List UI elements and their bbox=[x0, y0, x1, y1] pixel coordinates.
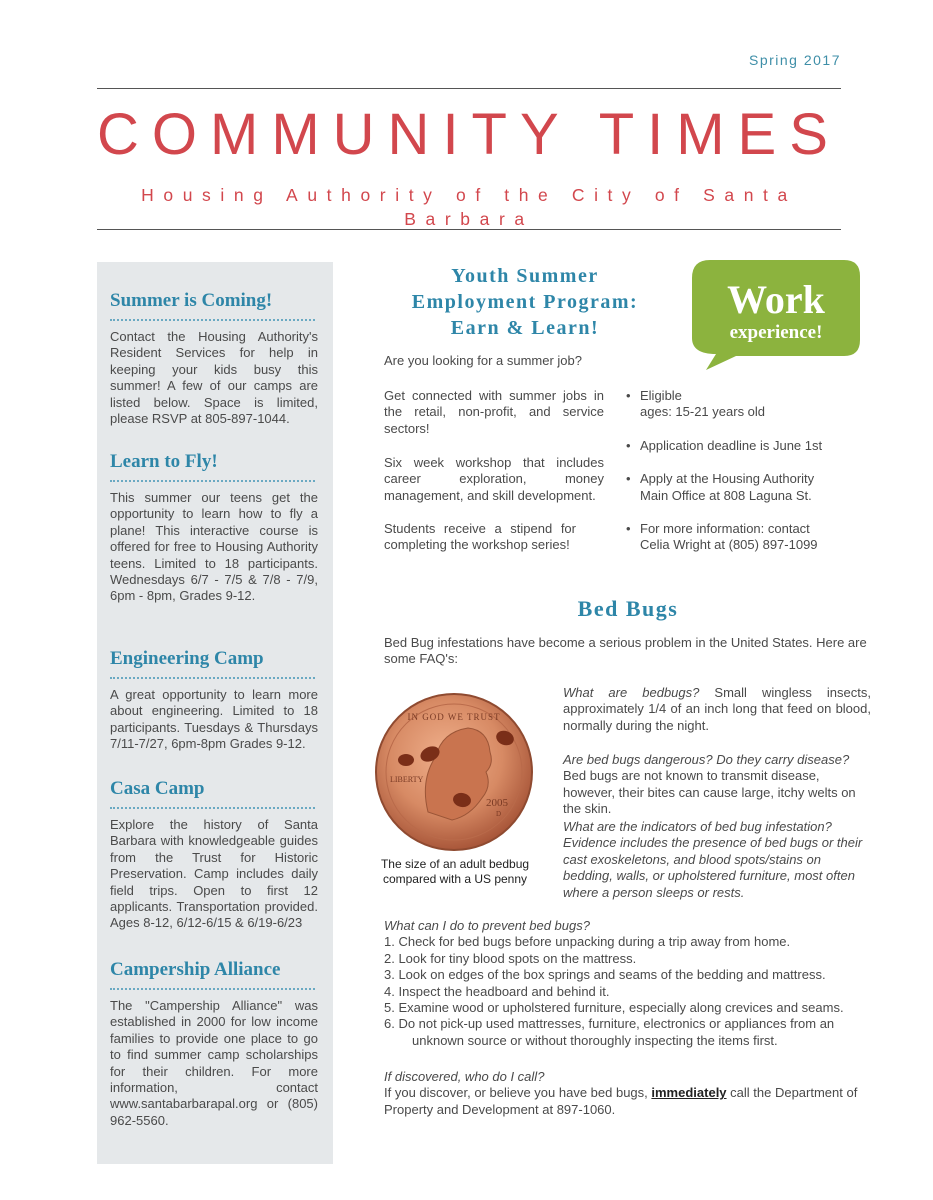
youth-title-line: Youth Summer bbox=[451, 265, 599, 287]
faq-answer: Evidence includes the presence of bed bugs or their cast exoskeletons, and blood spots/stains on bedding, walls, or upholstered furniture, most often where a person sleeps or rests. bbox=[563, 835, 863, 900]
sidebar-section-body: Contact the Housing Authority's Resident Services for help in keeping your kids busy this summer! A few of our camps are listed below. Space is limited, please RSVP at 805-897-1044. bbox=[110, 329, 318, 427]
caption-line: The size of an adult bedbug bbox=[380, 857, 530, 871]
sidebar-section-title: Casa Camp bbox=[110, 778, 205, 799]
masthead-title: COMMUNITY TIMES bbox=[97, 102, 841, 167]
work-experience-badge bbox=[684, 258, 864, 375]
youth-program-title bbox=[370, 263, 680, 341]
sidebar-section-body: Explore the history of Santa Barbara with knowledgeable guides from the Trust for Historic Preservation. Camp includes daily field trips. Open to first 12 applicants. Transportation provided. Ages 8-12, 6/12-6/15 & 6/19-6/23 bbox=[110, 817, 318, 931]
bedbugs-title: Bed Bugs bbox=[577, 596, 679, 621]
badge-line-2: experience! bbox=[729, 322, 823, 343]
list-item bbox=[622, 471, 852, 504]
sidebar-section-campership bbox=[110, 959, 318, 1129]
discover-section bbox=[384, 1069, 874, 1118]
bullet-line: ages: 15-21 years old bbox=[640, 404, 766, 420]
list-item: 2. Look for tiny blood spots on the mattress. bbox=[384, 950, 637, 966]
sidebar-section-body: This summer our teens get the opportunity to learn how to fly a plane! This interactive course is offered for free to Housing Authority teens. Limited to 18 participants. Wednesdays 6/7 - 7/5 & 7/8 - 7/9, 6pm - 8pm, Grades 9-12. bbox=[110, 490, 318, 604]
youth-paragraph-1: Get connected with summer jobs in the retail, non-profit, and service sectors! bbox=[384, 388, 604, 436]
caption-line: compared with a US penny bbox=[382, 872, 528, 886]
discover-text: call the Department of Property and Development at 897-1060. bbox=[384, 1085, 858, 1117]
sidebar-section-title: Summer is Coming! bbox=[110, 290, 273, 311]
penny-year: 2005 bbox=[486, 797, 508, 809]
youth-title-line: Earn & Learn! bbox=[450, 317, 600, 339]
list-item: 4. Inspect the headboard and behind it. bbox=[384, 983, 610, 999]
youth-title-line: Employment Program: bbox=[411, 291, 639, 313]
dotted-divider bbox=[110, 480, 315, 482]
discover-emphasis: immediately bbox=[651, 1085, 727, 1101]
dotted-divider bbox=[110, 677, 315, 679]
faq-answer: Bed bugs are not known to transmit disease, however, their bites can cause large, itchy welts on the skin. bbox=[563, 768, 856, 817]
youth-paragraph-3: Students receive a stipend for completing the workshop series! bbox=[384, 521, 576, 553]
faq-question: What are the indicators of bed bug infestation? bbox=[563, 819, 832, 834]
bullet-line: Application deadline is June 1st bbox=[640, 437, 823, 453]
prevention-list bbox=[384, 934, 874, 1049]
bullet-line: Eligible bbox=[640, 388, 682, 403]
penny-illustration bbox=[370, 690, 540, 860]
header-bottom-rule bbox=[97, 229, 841, 230]
sidebar-section-engineering bbox=[110, 648, 318, 753]
sidebar-section-title: Engineering Camp bbox=[110, 648, 264, 669]
list-item bbox=[622, 438, 852, 454]
dotted-divider bbox=[110, 807, 315, 809]
list-item bbox=[622, 388, 852, 421]
sidebar-section-body: The "Campership Alliance" was established in 2000 for low income families to provide one place to go to find summer camp scholarships for their children. For more information, contact www.santabarbarapal.org or (805) 962-5560. bbox=[110, 998, 318, 1128]
penny-motto: IN GOD WE TRUST bbox=[407, 712, 501, 722]
sidebar-section-summer bbox=[110, 290, 318, 427]
sidebar-section-title: Campership Alliance bbox=[110, 959, 281, 980]
dotted-divider bbox=[110, 319, 315, 321]
youth-intro: Are you looking for a summer job? bbox=[384, 353, 582, 368]
bullet-line: Apply at the Housing Authority bbox=[640, 471, 815, 487]
badge-line-1: Work bbox=[727, 277, 825, 322]
faq-item bbox=[563, 752, 871, 818]
discover-text: If you discover, or believe you have bed bugs, bbox=[384, 1085, 652, 1101]
bullet-line: Celia Wright at (805) 897-1099 bbox=[640, 537, 818, 553]
sidebar-section-casa bbox=[110, 778, 318, 932]
faq-question: Are bed bugs dangerous? Do they carry disease? bbox=[563, 752, 850, 767]
youth-paragraph-2: Six week workshop that includes career exploration, money management, and skill development. bbox=[384, 455, 604, 503]
prevention-section bbox=[384, 918, 874, 1049]
discover-body bbox=[384, 1085, 874, 1118]
list-item: 6. Do not pick-up used mattresses, furniture, electronics or appliances from an bbox=[384, 1016, 835, 1032]
sidebar bbox=[97, 262, 333, 1164]
prevention-title: What can I do to prevent bed bugs? bbox=[384, 918, 590, 933]
penny-liberty: LIBERTY bbox=[390, 775, 424, 784]
bullet-line: For more information: contact bbox=[640, 521, 810, 537]
sidebar-section-title: Learn to Fly! bbox=[110, 451, 218, 472]
dotted-divider bbox=[110, 988, 315, 990]
youth-bullet-list bbox=[622, 388, 852, 571]
faq-item bbox=[563, 685, 871, 734]
header-top-rule bbox=[97, 88, 841, 89]
list-item-continued: unknown source or without thoroughly inspecting the items first. bbox=[412, 1032, 778, 1048]
faq-answer: Small wingless insects, approximately 1/4 of an inch long that feed on blood, normally during the night. bbox=[563, 685, 871, 733]
penny-mint: D bbox=[496, 810, 502, 818]
list-item: 5. Examine wood or upholstered furniture, especially along crevices and seams. bbox=[384, 1000, 844, 1016]
faq-question: What are bedbugs? bbox=[563, 685, 700, 700]
sidebar-section-fly bbox=[110, 451, 318, 605]
issue-season: Spring 2017 bbox=[748, 52, 841, 68]
sidebar-section-body: A great opportunity to learn more about engineering. Limited to 18 participants. Tuesdays & Thursdays 7/11-7/27, 6pm-8pm Grades 9-12. bbox=[110, 687, 318, 752]
penny-caption bbox=[370, 857, 540, 887]
penny-with-bedbugs-icon bbox=[370, 690, 540, 855]
list-item: 1. Check for bed bugs before unpacking during a trip away from home. bbox=[384, 934, 791, 950]
list-item bbox=[622, 521, 852, 554]
faq-item bbox=[563, 819, 871, 901]
discover-title: If discovered, who do I call? bbox=[384, 1069, 545, 1084]
list-item: 3. Look on edges of the box springs and seams of the bedding and mattress. bbox=[384, 967, 826, 983]
bedbugs-intro: Bed Bug infestations have become a serious problem in the United States. Here are some FAQ's: bbox=[384, 635, 867, 667]
masthead-subtitle: Housing Authority of the City of Santa Barbara bbox=[141, 185, 797, 229]
speech-bubble-icon bbox=[684, 258, 864, 370]
bullet-line: Main Office at 808 Laguna St. bbox=[640, 487, 812, 503]
